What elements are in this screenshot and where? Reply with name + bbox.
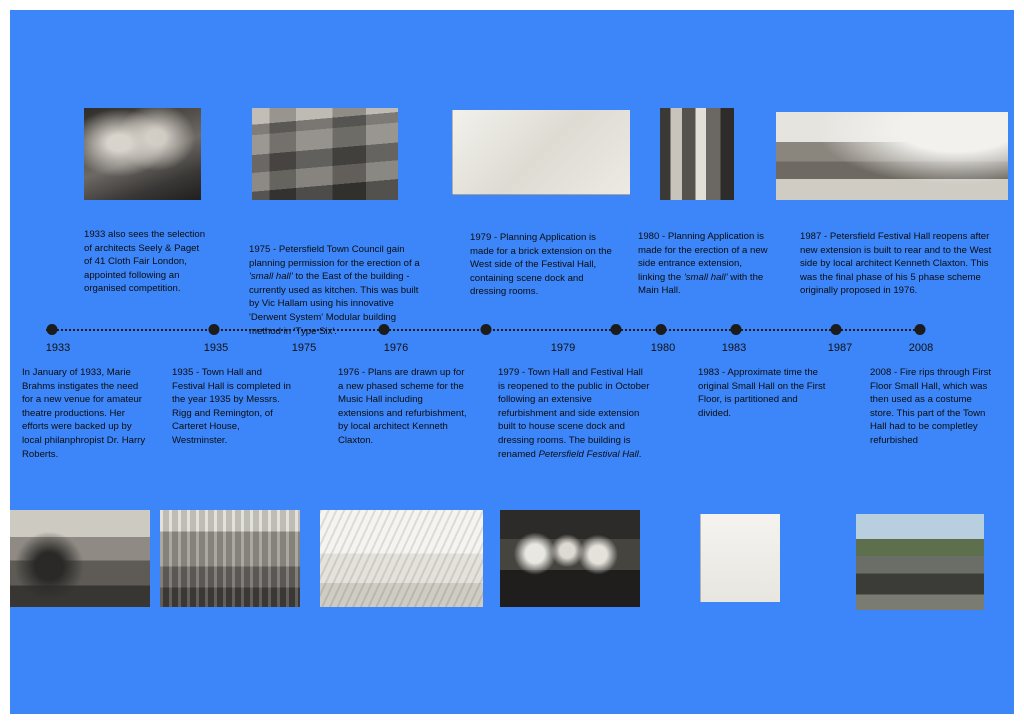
note-above-1979: 1979 - Planning Application is made for a brick extension on the West side of the Festival Hall, containing scene dock and dressing rooms.: [470, 232, 612, 298]
note-above-1933: 1933 also sees the selection of architects Seely & Paget of 41 Cloth Fair London, appointed following an organised competition.: [84, 229, 206, 295]
timeline-axis: [46, 329, 922, 331]
timeline-node-1979[interactable]: [611, 324, 622, 335]
year-label-1975: 1975: [291, 342, 317, 354]
year-label-1980: 1980: [650, 342, 676, 354]
photo-texture: [320, 510, 483, 607]
timeline-node-1976[interactable]: [481, 324, 492, 335]
year-label-1987: 1987: [827, 342, 853, 354]
photo-texture: [660, 108, 734, 200]
photo-scaffold: [160, 510, 300, 607]
photo-texture: [84, 108, 201, 200]
photo-architects: [84, 108, 201, 200]
timeline-node-1983[interactable]: [731, 324, 742, 335]
year-label-2008: 2008: [908, 342, 934, 354]
photo-horsecart: [10, 510, 150, 607]
photo-opening: [500, 510, 640, 607]
year-label-1983: 1983: [721, 342, 747, 354]
note-above-1980: 1980 - Planning Application is made for the erection of a new side entrance extension, linking the 'small hall' with the Main Hall.: [638, 231, 768, 297]
photo-drawing-small: [700, 514, 780, 602]
year-label-1976: 1976: [383, 342, 409, 354]
timeline-node-1933[interactable]: [47, 324, 58, 335]
timeline-node-1987[interactable]: [831, 324, 842, 335]
photo-fire: [856, 514, 984, 610]
timeline-node-1980[interactable]: [656, 324, 667, 335]
note-below-1983: 1983 - Approximate time the original Small Hall on the First Floor, is partitioned and divided.: [698, 367, 826, 419]
photo-texture: [10, 510, 150, 607]
note-above-1975: 1975 - Petersfield Town Council gain planning permission for the erection of a 'small hall' to the East of the building - currently used as kitchen. This was built by Vic Hallam using his innovative 'Derwent System' Modular building method in 'Type Six'.: [249, 244, 420, 337]
photo-workshop: [252, 108, 398, 200]
note-below-2008: 2008 - Fire rips through First Floor Small Hall, which was then used as a costume store. This part of the Town Hall had to be completley refurbished: [870, 367, 992, 447]
photo-texture: [252, 108, 398, 200]
timeline-node-2008[interactable]: [915, 324, 926, 335]
photo-texture: [776, 112, 1008, 200]
photo-texture: [700, 514, 780, 602]
photo-texture: [452, 110, 630, 195]
year-label-1979: 1979: [550, 342, 576, 354]
photo-hall-1987: [776, 112, 1008, 200]
photo-texture: [500, 510, 640, 607]
photo-texture: [160, 510, 300, 607]
photo-sketch: [320, 510, 483, 607]
timeline-node-1935[interactable]: [209, 324, 220, 335]
note-below-1935: 1935 - Town Hall and Festival Hall is completed in the year 1935 by Messrs. Rigg and Remington, of Carteret House, Westminster.: [172, 367, 291, 447]
photo-texture: [856, 514, 984, 610]
photo-entrance-1980: [660, 108, 734, 200]
timeline-node-1975[interactable]: [379, 324, 390, 335]
year-label-1935: 1935: [203, 342, 229, 354]
year-label-1933: 1933: [45, 342, 71, 354]
note-above-1987: 1987 - Petersfield Festival Hall reopens after new extension is built to rear and to the West side by local architect Kenneth Claxton. This was the final phase of his 5 phase scheme originally proposed in 1976.: [800, 231, 992, 297]
note-below-1933: In January of 1933, Marie Brahms instigates the need for a new venue for amateur theatre productions. Her efforts were backed up by local philanphropist Dr. Harry Roberts.: [22, 367, 146, 460]
note-below-1979: 1979 - Town Hall and Festival Hall is reopened to the public in October following an extensive refurbishment and side extension built to house scene dock and dressing rooms. The building is renamed Petersfield Festival Hall.: [498, 367, 650, 460]
note-below-1976: 1976 - Plans are drawn up for a new phased scheme for the Music Hall including extensions and refurbishment, by local architect Kenneth Claxton.: [338, 367, 467, 447]
photo-plan-1979: [452, 110, 630, 195]
